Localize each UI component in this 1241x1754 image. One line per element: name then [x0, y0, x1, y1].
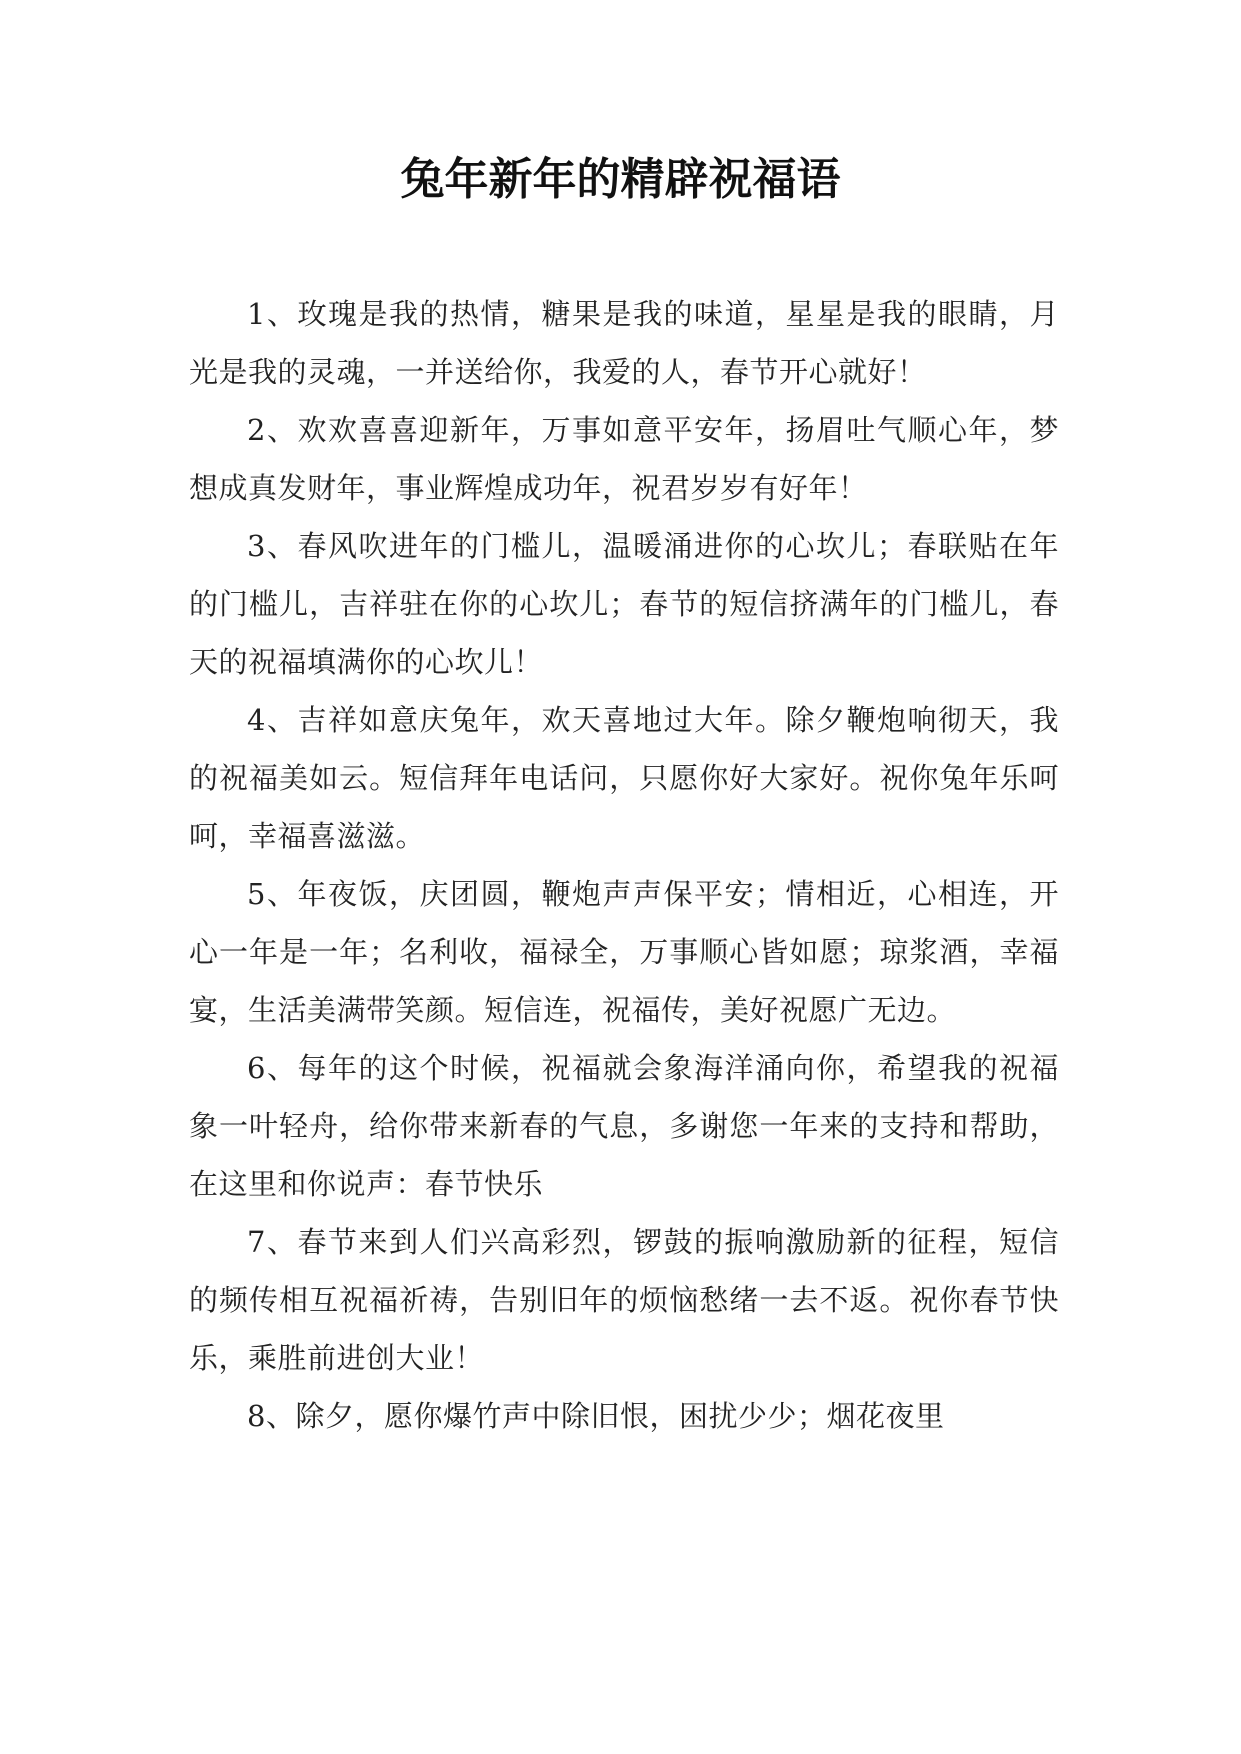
document-title: 兔年新年的精辟祝福语 [400, 154, 841, 205]
paragraph-5: 5、年夜饭，庆团圆，鞭炮声声保平安；情相近，心相连，开心一年是一年；名利收，福禄全，万事顺心皆如愿；琼浆酒，幸福宴，生活美满带笑颜。短信连，祝福传，美好祝愿广无边。 [189, 877, 1059, 1027]
paragraph-2: 2、欢欢喜喜迎新年，万事如意平安年，扬眉吐气顺心年，梦想成真发财年，事业辉煌成功年，祝君岁岁有好年！ [189, 413, 1059, 505]
paragraph-1: 1、玫瑰是我的热情，糖果是我的味道，星星是我的眼睛，月光是我的灵魂，一并送给你，我爱的人，春节开心就好！ [189, 297, 1059, 389]
paragraph-4: 4、吉祥如意庆兔年，欢天喜地过大年。除夕鞭炮响彻天，我的祝福美如云。短信拜年电话问，只愿你好大家好。祝你兔年乐呵呵，幸福喜滋滋。 [189, 703, 1059, 853]
paragraph-6: 6、每年的这个时候，祝福就会象海洋涌向你，希望我的祝福象一叶轻舟，给你带来新春的气息，多谢您一年来的支持和帮助，在这里和你说声：春节快乐 [189, 1051, 1059, 1201]
paragraph-3: 3、春风吹进年的门槛儿，温暖涌进你的心坎儿；春联贴在年的门槛儿，吉祥驻在你的心坎儿；春节的短信挤满年的门槛儿，春天的祝福填满你的心坎儿！ [189, 529, 1059, 679]
paragraph-8: 8、除夕，愿你爆竹声中除旧恨，困扰少少；烟花夜里 [247, 1399, 945, 1433]
paragraph-7: 7、春节来到人们兴高彩烈，锣鼓的振响激励新的征程，短信的频传相互祝福祈祷，告别旧年的烦恼愁绪一去不返。祝你春节快乐，乘胜前进创大业！ [189, 1225, 1059, 1375]
document-body [189, 285, 1059, 1445]
